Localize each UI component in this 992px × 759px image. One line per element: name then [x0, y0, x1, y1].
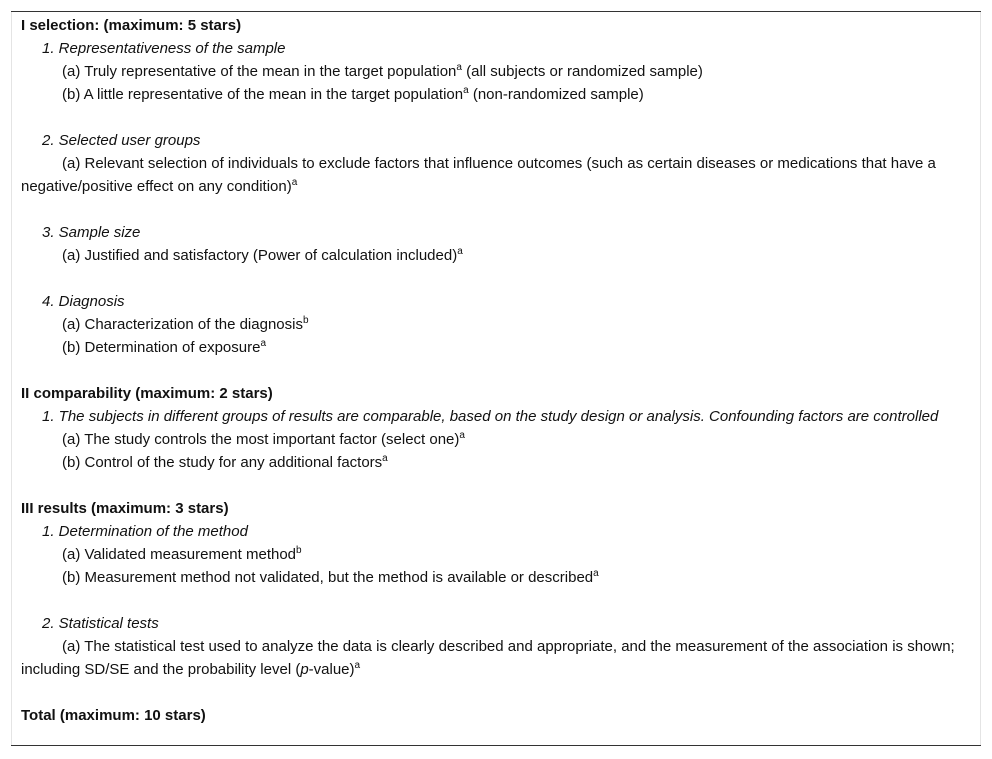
- option-text: (a) Justified and satisfactory (Power of calculation included): [62, 247, 458, 264]
- option-text: (a) The study controls the most important factor (select one): [62, 431, 460, 448]
- footnote-marker: a: [260, 338, 266, 349]
- criterion-option: [21, 543, 971, 566]
- footnote-marker: b: [296, 545, 302, 556]
- criterion-option: [21, 451, 971, 474]
- criterion-option: [21, 635, 971, 681]
- footnote-marker: a: [457, 246, 463, 257]
- total-row: Total (maximum: 10 stars): [21, 707, 206, 724]
- criterion-title: 2. Statistical tests: [42, 615, 159, 632]
- criterion-option: [21, 83, 971, 106]
- footnote-marker: a: [593, 568, 599, 579]
- criterion-title: 1. Determination of the method: [42, 523, 248, 540]
- option-text: (b) Determination of exposure: [62, 339, 261, 356]
- criterion-option: [21, 152, 971, 198]
- section-heading: II comparability (maximum: 2 stars): [21, 385, 273, 402]
- criterion-option: [21, 60, 971, 83]
- criterion-option: [21, 428, 971, 451]
- option-suffix: (non-randomized sample): [468, 86, 644, 103]
- criterion-option: [21, 336, 971, 359]
- section-heading: III results (maximum: 3 stars): [21, 500, 229, 517]
- option-text: (a) Truly representative of the mean in the target population: [62, 63, 457, 80]
- option-text: (a) Validated measurement method: [62, 546, 297, 563]
- option-text-cont: -value): [308, 661, 355, 678]
- scale-table: [11, 11, 981, 746]
- footnote-marker: b: [302, 315, 309, 326]
- criterion-title: 4. Diagnosis: [42, 293, 125, 310]
- footnote-marker: a: [354, 660, 361, 671]
- criterion-option: [21, 313, 971, 336]
- option-text: (b) A little representative of the mean in the target population: [62, 86, 464, 103]
- option-italic: p: [300, 661, 309, 678]
- option-suffix: (all subjects or randomized sample): [461, 63, 703, 80]
- criterion-title: 3. Sample size: [42, 224, 141, 241]
- option-text: (a) Relevant selection of individuals to exclude factors that influence outcomes (such as certain diseases or medications that have a negative/positive effect on any condition): [21, 155, 936, 195]
- criterion-option: [21, 566, 971, 589]
- footnote-marker: a: [291, 177, 298, 188]
- option-text: (b) Measurement method not validated, but the method is available or described: [62, 569, 594, 586]
- footnote-marker: a: [459, 430, 465, 441]
- footnote-marker: a: [382, 453, 388, 464]
- option-text: (b) Control of the study for any additional factors: [62, 454, 383, 471]
- criterion-title: 1. Representativeness of the sample: [42, 40, 286, 57]
- footnote-marker: a: [456, 62, 462, 73]
- footnote-marker: a: [463, 85, 469, 96]
- criterion-option: [21, 244, 971, 267]
- criterion-title: 2. Selected user groups: [42, 132, 201, 149]
- criterion-title: 1. The subjects in different groups of results are comparable, based on the study design or analysis. Confounding factors are controlled: [42, 408, 939, 425]
- option-text: (a) The statistical test used to analyze the data is clearly described and appropriate, and the measurement of the association is shown; including SD/SE and the probability level (: [21, 638, 955, 678]
- section-heading: I selection: (maximum: 5 stars): [21, 17, 242, 34]
- option-text: (a) Characterization of the diagnosis: [62, 316, 303, 333]
- table-content: [11, 12, 981, 727]
